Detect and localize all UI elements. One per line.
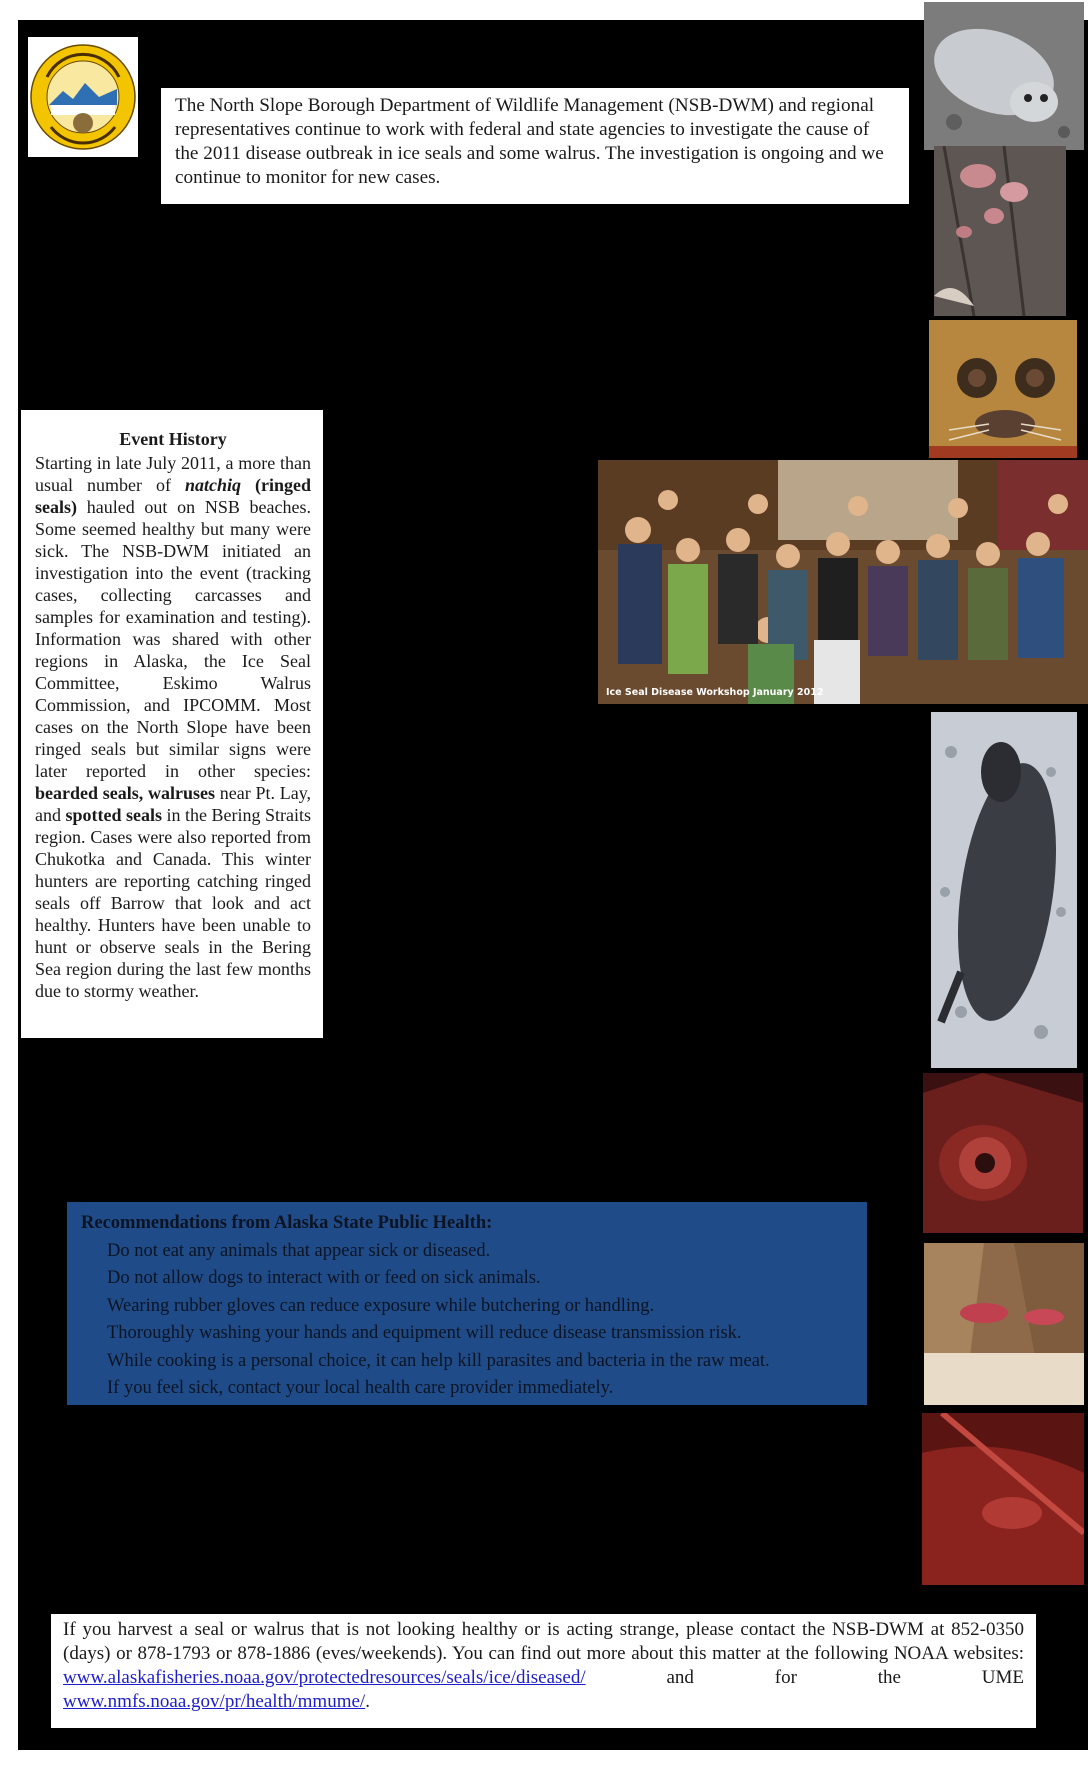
- event-history-body: [35, 452, 311, 1002]
- intro-text: The North Slope Borough Department of Wildlife Management (NSB-DWM) and regional representatives continue to work with federal and state agencies to investigate the cause of the 2011 disease outbreak in ice seals and some walrus. The investigation is ongoing and we continue to monitor for new cases.: [175, 95, 884, 188]
- history-walruses: walruses: [148, 783, 215, 803]
- recommendation-item: Do not allow dogs to interact with or feed on sick animals.: [107, 1268, 541, 1288]
- history-text-1: Starting in late July 2011, a more than usual number of: [35, 453, 311, 495]
- workshop-caption: Ice Seal Disease Workshop January 2012: [606, 687, 824, 698]
- recommendations-box: [67, 1202, 867, 1405]
- photo-workshop-group: [598, 460, 1088, 704]
- photo-seal-eye: [923, 1073, 1083, 1233]
- history-species-common: (ringed seals): [35, 475, 311, 517]
- history-bearded: bearded seals,: [35, 783, 144, 803]
- recommendation-item: While cooking is a personal choice, it can help kill parasites and bacteria in the raw meat.: [107, 1350, 770, 1371]
- contact-text-1: If you harvest a seal or walrus that is not looking healthy or is acting strange, please contact the NSB-DWM at 852-0350 (days) or 878-1793 or 878-1886 (eves/weekends). You can find out more about this matter at the following NOAA websites:: [63, 1619, 1024, 1664]
- nsb-logo: [28, 37, 138, 157]
- event-history-title: Event History: [119, 429, 227, 449]
- photo-ringed-seal-pup: [924, 2, 1084, 150]
- intro-box: [161, 88, 909, 204]
- history-text-3: near Pt. Lay, and: [35, 783, 312, 825]
- contact-text-2: and for the UME: [666, 1667, 1024, 1688]
- history-text-2: hauled out on NSB beaches. Some seemed healthy but many were sick. The NSB-DWM initiated an investigation into the event (tracking cases, collecting carcasses and samples for examination and testing). Information was shared with other regions in Alaska, the Ice Seal Committee, Eskimo Walrus Commission, and IPCOMM. Most cases on the North Slope have been ringed seals but similar signs were later reported in other species:: [35, 497, 312, 781]
- nmfs-ume-link[interactable]: www.nmfs.noaa.gov/pr/health/mmume/: [63, 1691, 366, 1712]
- history-species-native: natchiq: [184, 475, 241, 495]
- history-text-4: in the Bering Straits region. Cases were also reported from Chukotka and Canada. This winter hunters are reporting catching ringed seals off Barrow that look and act healthy. Hunters have been unable to hunt or observe seals in the Bering Sea region during the last few months due to stormy weather.: [35, 805, 311, 1001]
- recommendation-item: If you feel sick, contact your local health care provider immediately.: [107, 1378, 614, 1398]
- noaa-ice-seal-link[interactable]: www.alaskafisheries.noaa.gov/protectedresources/seals/ice/diseased/: [63, 1667, 586, 1688]
- photo-seal-face: [929, 320, 1077, 458]
- photo-skin-lesions: [934, 146, 1066, 316]
- recommendation-item: Wearing rubber gloves can reduce exposure while butchering or handling.: [107, 1295, 655, 1316]
- photo-tissue-lesion: [922, 1413, 1084, 1585]
- recommendations-title: Recommendations from Alaska State Public Health:: [81, 1213, 493, 1233]
- event-history-box: [21, 410, 323, 1038]
- photo-dead-seal-snow: [931, 712, 1077, 1068]
- contact-box: [51, 1614, 1036, 1728]
- recommendation-item: Thoroughly washing your hands and equipment will reduce disease transmission risk.: [107, 1323, 742, 1343]
- contact-text-3: .: [365, 1691, 370, 1712]
- photo-flipper-lesions: [924, 1243, 1084, 1405]
- history-spotted: spotted seals: [65, 805, 163, 825]
- nsb-seal-icon: [29, 43, 137, 151]
- recommendation-item: Do not eat any animals that appear sick or diseased.: [107, 1240, 491, 1261]
